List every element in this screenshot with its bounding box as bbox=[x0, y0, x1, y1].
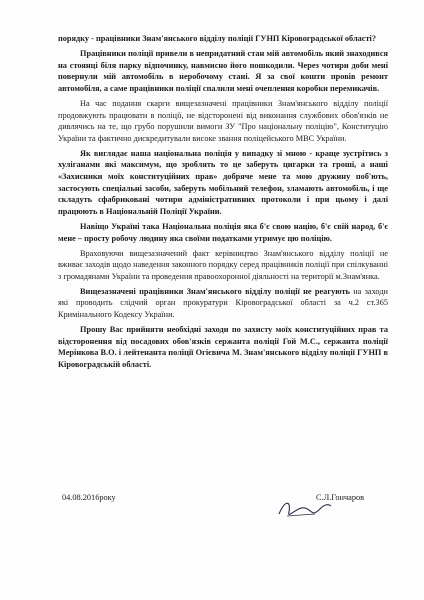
paragraph-5: Навіщо Україні така Національна поліція яка б'є свою націю, б'є свій народ, б'є мене – просту робочу людину яка своїми податками утримує цю поліцію. bbox=[58, 221, 388, 243]
paragraph-4: Як виглядає наша національна поліція у випадку зі мною - краще зустрітись з хуліганами які максимум, що зроблять то це заберуть цигарки та гроші, а наші «Захисники моїх конституційних прав» добряче мене та мою дружину поб'ють, застосують спеціальні засоби, заберуть мобільний телефон, зламають автомобіль, і ще складуть сфабриковані чотири адміністративних протоколи і при цьому і далі працюють в Національній Поліції України. bbox=[58, 148, 388, 216]
handwritten-signature bbox=[275, 496, 335, 522]
paragraph-2: Працівники поліції привели в непридатний стан мій автомобіль який знаходився на стоянці біля парку відпочинку, навмисно його пошкодили. Через чотири доби мені повернули мій автомобіль в неробочому стані. Я за свої кошти провів ремонт автомобіля, а саме працівники поліції спалили мені очеплення коробки перемикачів. bbox=[58, 49, 388, 93]
paragraph-1: порядку - працівники Знам'янського відділу поліції ГУНП Кіровоградської області? bbox=[58, 34, 376, 43]
paragraph-7-rest: на заходи які проводить слідчий орган прокуратури Кіровоградської області за ч.2 ст.365 Кримінального Кодексу України. bbox=[58, 286, 388, 320]
signatory-name: С.Л.Гончаров bbox=[316, 493, 365, 502]
letter-body bbox=[58, 33, 388, 374]
letter-footer bbox=[58, 493, 388, 513]
paragraph-8: Прошу Вас прийняти необхідні заходи по захисту моїх конституційних прав та відсторонення від посадових обов'язків сержанта поліції Гой М.С., сержанта поліції Мерінкова В.О. і лейтенанта поліції Огієвича М. Знам'янського відділу поліції ГУНП в Кіровоградській області. bbox=[58, 325, 388, 369]
paragraph-7 bbox=[58, 286, 388, 321]
date: 04.08.2016року bbox=[62, 493, 116, 502]
paragraph-7-bold: Вищезазначені працівники Знам'янського відділу поліції не реагують bbox=[80, 286, 350, 296]
paragraph-3: На час подання скарги вищезазначені працівники Знам'янського відділу поліції продовжують працювати в поліції, не відсторонені від виконання службових обов'язків не дивлячись на те, що грубо порушили вимоги ЗУ "Про національну поліцію", Конституцію України та фактично дискредитували високе звання поліцейського МВС України. bbox=[58, 98, 388, 143]
paragraph-6: Враховуючи вищезазначений факт керівництво Знам'янського відділу поліції не вживає заходів щодо наведення законного порядку серед працівників поліції при спілкуванні з громадянами України та проведення правоохоронної діяльності на території м.Знам'янка. bbox=[58, 248, 388, 281]
